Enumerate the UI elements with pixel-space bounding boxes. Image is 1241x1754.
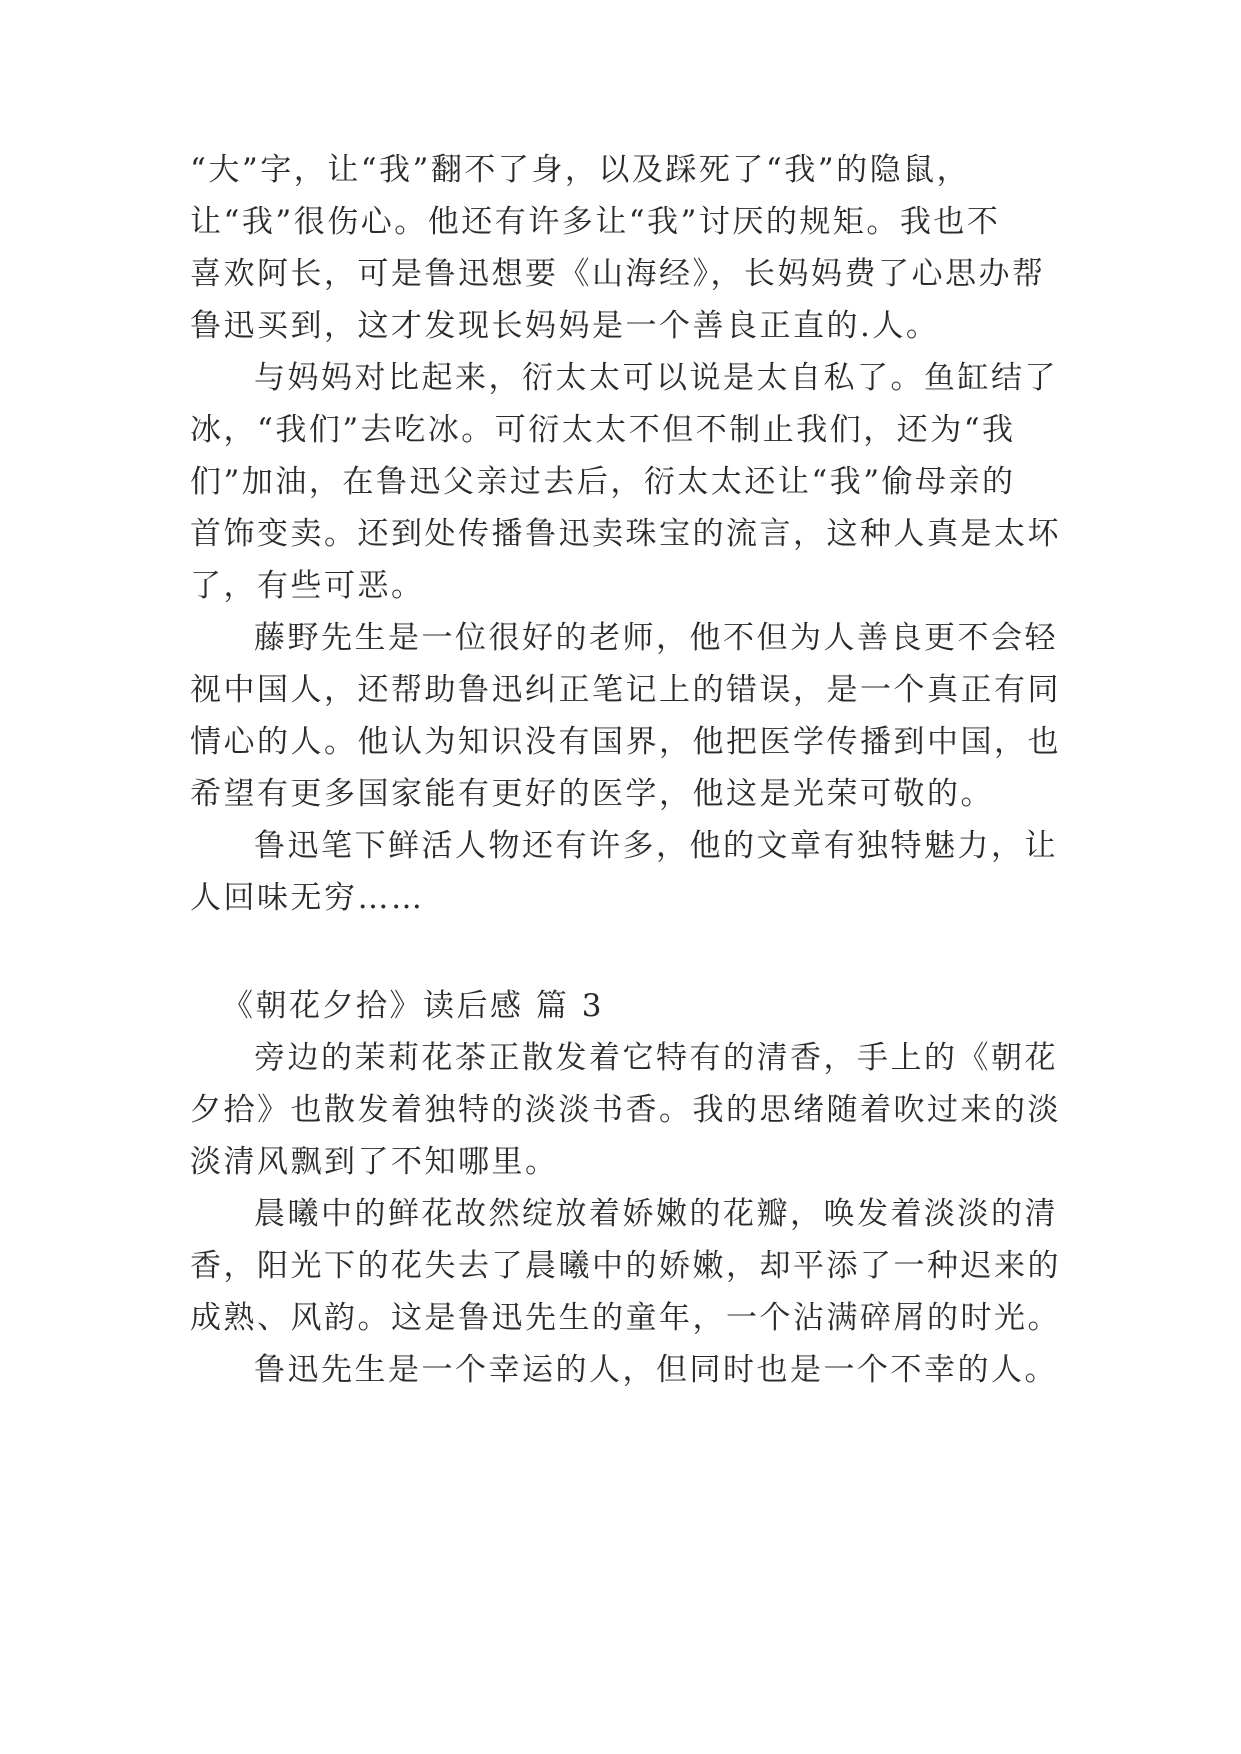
paragraph-line: 喜欢阿长，可是鲁迅想要《山海经》，长妈妈费了心思办帮 bbox=[190, 256, 1046, 292]
paragraph-line: 成熟、风韵。这是鲁迅先生的童年，一个沾满碎屑的时光。 bbox=[190, 1300, 1061, 1336]
paragraph-line: 鲁迅笔下鲜活人物还有许多，他的文章有独特魅力，让 bbox=[254, 828, 1058, 864]
paragraph-line: 旁边的茉莉花茶正散发着它特有的清香，手上的《朝花 bbox=[254, 1040, 1058, 1076]
paragraph-line: 让“我”很伤心。他还有许多让“我”讨厌的规矩。我也不 bbox=[190, 204, 1001, 240]
paragraph-line: 人回味无穷…… bbox=[190, 880, 425, 916]
paragraph-line: 夕拾》也散发着独特的淡淡书香。我的思绪随着吹过来的淡 bbox=[190, 1092, 1061, 1128]
paragraph-line: 与妈妈对比起来，衍太太可以说是太自私了。鱼缸结了 bbox=[254, 360, 1058, 396]
paragraph-line: 藤野先生是一位很好的老师，他不但为人善良更不会轻 bbox=[254, 620, 1058, 656]
paragraph-line: 香，阳光下的花失去了晨曦中的娇嫩，却平添了一种迟来的 bbox=[190, 1248, 1061, 1284]
paragraph-line: 情心的人。他认为知识没有国界，他把医学传播到中国，也 bbox=[190, 724, 1061, 760]
paragraph-line: 晨曦中的鲜花故然绽放着娇嫩的花瓣，唤发着淡淡的清 bbox=[254, 1196, 1058, 1232]
section-heading: 《朝花夕拾》读后感 篇 3 bbox=[222, 988, 604, 1024]
paragraph-line: “大”字，让“我”翻不了身，以及踩死了“我”的隐鼠， bbox=[190, 152, 971, 188]
paragraph-line: 首饰变卖。还到处传播鲁迅卖珠宝的流言，这种人真是太坏 bbox=[190, 516, 1061, 552]
paragraph-line: 了，有些可恶。 bbox=[190, 568, 425, 604]
paragraph-line: 淡清风飘到了不知哪里。 bbox=[190, 1144, 559, 1180]
paragraph-line: 视中国人，还帮助鲁迅纠正笔记上的错误，是一个真正有同 bbox=[190, 672, 1061, 708]
paragraph-line: 冰，“我们”去吃冰。可衍太太不但不制止我们，还为“我 bbox=[190, 412, 1016, 448]
paragraph-line: 鲁迅买到，这才发现长妈妈是一个善良正直的.人。 bbox=[190, 308, 940, 344]
paragraph-line: 希望有更多国家能有更好的医学，他这是光荣可敬的。 bbox=[190, 776, 994, 812]
paragraph-line: 鲁迅先生是一个幸运的人，但同时也是一个不幸的人。 bbox=[254, 1352, 1058, 1388]
paragraph-line: 们”加油，在鲁迅父亲过去后，衍太太还让“我”偷母亲的 bbox=[190, 464, 1016, 500]
